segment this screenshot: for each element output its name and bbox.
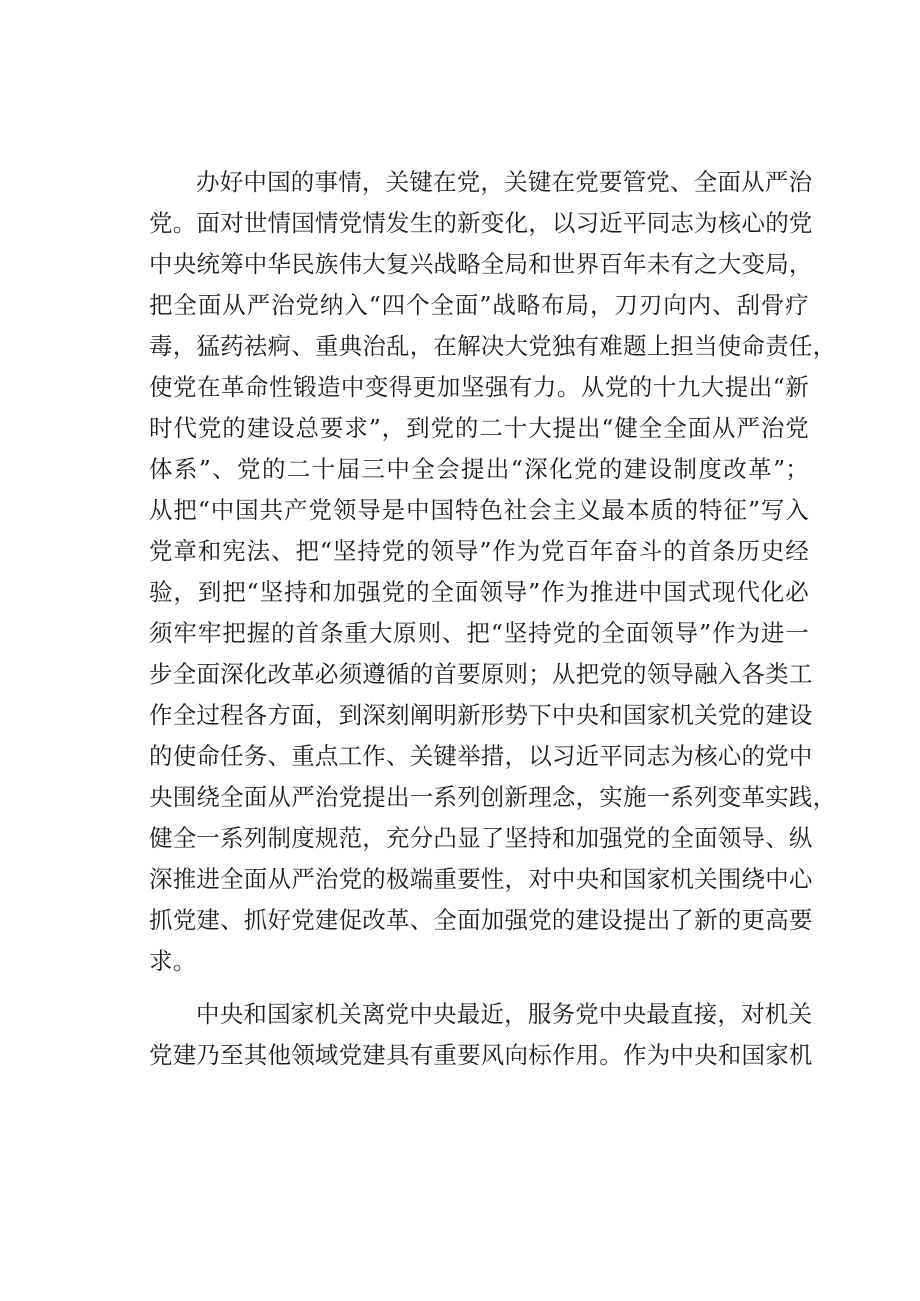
paragraph-1-line-18: 深推进全面从严治党的极端重要性，对中央和国家机关围绕中心: [149, 865, 813, 893]
paragraph-1-line-14: 作全过程各方面，到深刻阐明新形势下中央和国家机关党的建设: [149, 701, 813, 729]
paragraph-gap: [149, 982, 809, 994]
paragraph-1-line-6: 使党在革命性锻造中变得更加坚强有力。从党的十九大提出“新: [149, 373, 809, 401]
paragraph-2: [149, 994, 813, 1076]
paragraph-1-line-12: 须牢牢把握的首条重大原则、把“坚持党的全面领导”作为进一: [149, 619, 809, 647]
paragraph-1-line-8: 体系”、党的二十届三中全会提出“深化党的建设制度改革”；: [149, 455, 809, 483]
paragraph-1-line-10: 党章和宪法、把“坚持党的领导”作为党百年奋斗的首条历史经: [149, 537, 809, 565]
paragraph-1: [149, 162, 837, 982]
paragraph-1-line-16: 央围绕全面从严治党提出一系列创新理念，实施一系列变革实践，: [149, 783, 837, 811]
paragraph-1-line-7: 时代党的建设总要求”，到党的二十大提出“健全全面从严治党: [149, 414, 809, 442]
paragraph-1-line-20: 求。: [149, 947, 197, 975]
paragraph-1-line-3: 中央统筹中华民族伟大复兴战略全局和世界百年未有之大变局，: [149, 250, 813, 278]
paragraph-1-line-17: 健全一系列制度规范，充分凸显了坚持和加强党的全面领导、纵: [149, 824, 813, 852]
paragraph-1-line-4: 把全面从严治党纳入“四个全面”战略布局，刀刃向内、刮骨疗: [149, 291, 809, 319]
paragraph-1-line-15: 的使命任务、重点工作、关键举措，以习近平同志为核心的党中: [149, 742, 813, 770]
body-text: [149, 162, 837, 1076]
paragraph-1-line-5: 毒，猛药祛痾、重典治乱，在解决大党独有难题上担当使命责任，: [149, 332, 837, 360]
paragraph-1-line-13: 步全面深化改革必须遵循的首要原则；从把党的领导融入各类工: [149, 660, 813, 688]
paragraph-2-line-1: 中央和国家机关离党中央最近，服务党中央最直接，对机关: [196, 1000, 813, 1028]
paragraph-2-line-2: 党建乃至其他领域党建具有重要风向标作用。作为中央和国家机: [149, 1041, 813, 1069]
paragraph-1-line-11: 验，到把“坚持和加强党的全面领导”作为推进中国式现代化必: [149, 578, 809, 606]
paragraph-1-line-2: 党。面对世情国情党情发生的新变化，以习近平同志为核心的党: [149, 209, 813, 237]
paragraph-1-line-9: 从把“中国共产党领导是中国特色社会主义最本质的特征”写入: [149, 496, 809, 524]
paragraph-1-line-19: 抓党建、抓好党建促改革、全面加强党的建设提出了新的更高要: [149, 906, 813, 934]
paragraph-1-line-1: 办好中国的事情，关键在党，关键在党要管党、全面从严治: [196, 168, 813, 196]
